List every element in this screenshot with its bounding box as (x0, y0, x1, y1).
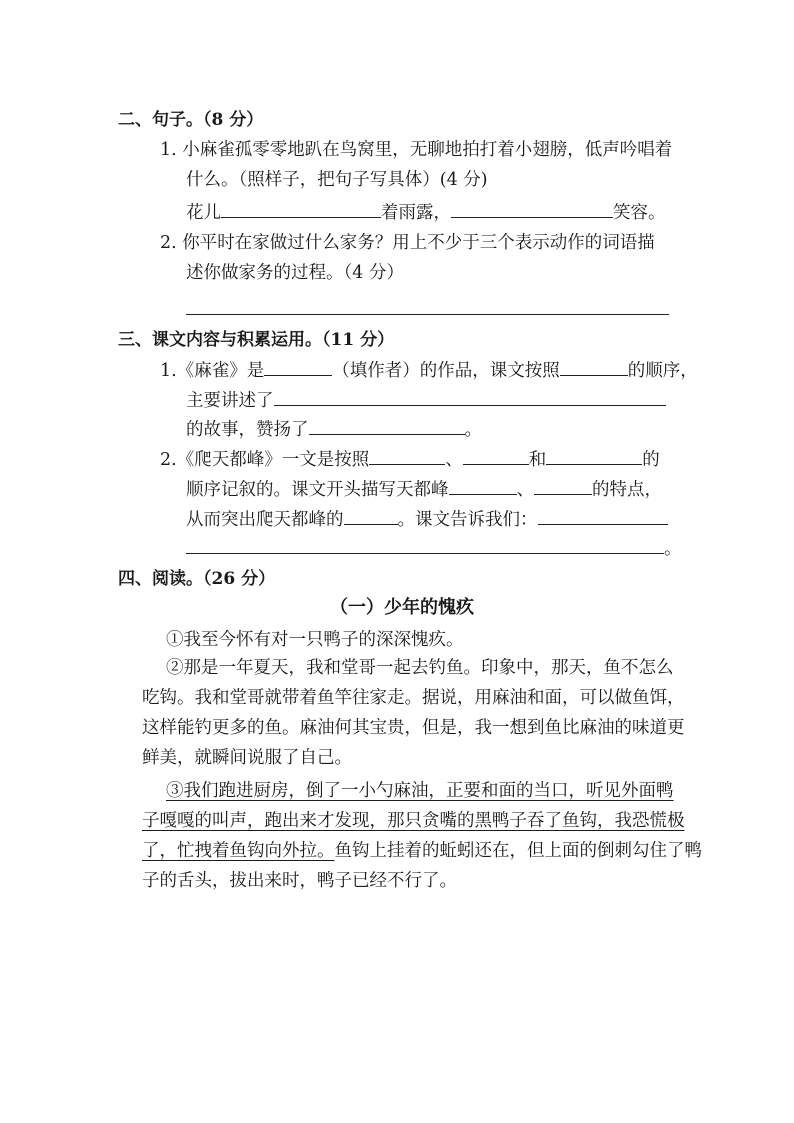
text: 的故事，赞扬了 (186, 420, 309, 440)
paragraph-3-line-4: 子的舌头，拔出来时，鸭子已经不行了。 (142, 871, 457, 891)
paragraph-3-line-1-underlined: ③我们跑进厨房，倒了一小勺麻油，正要和面的当口，听见外面鸭 (166, 781, 674, 801)
text: 从而突出爬天都峰的 (186, 510, 344, 530)
section-3-heading: 三、课文内容与积累运用。（11 分） (118, 330, 395, 350)
text: 的特点， (592, 480, 662, 500)
text: 。 (664, 539, 682, 559)
question-3-2-line-4 (186, 535, 682, 562)
answer-line[interactable] (186, 314, 669, 315)
text: （填作者）的作品，课文按照 (332, 361, 560, 381)
question-3-2-line-3 (186, 506, 668, 533)
author-blank[interactable] (264, 357, 332, 376)
paragraph-2-line-3: 这样能钓更多的鱼。麻油何其宝贵，但是，我一想到鱼比麻油的味道更 (142, 718, 685, 738)
section-4-heading: 四、阅读。（26 分） (118, 569, 276, 589)
question-2-1-answer-line (186, 199, 666, 226)
order-blank-2[interactable] (463, 446, 529, 465)
text: 1.《麻雀》是 (160, 361, 265, 381)
text: 2.《爬天都峰》一文是按照 (160, 450, 370, 470)
section-2-heading: 二、句子。（8 分） (118, 110, 264, 130)
text: 。课文告诉我们： (397, 510, 538, 530)
paragraph-2-line-4: 鲜美，就瞬间说服了自己。 (142, 748, 352, 768)
paragraph-3-line-2-underlined: 子嘎嘎的叫声，跑出来才发现，那只贪嘴的黑鸭子吞了鱼钩，我恐慌极 (142, 811, 685, 831)
order-blank-1[interactable] (369, 446, 445, 465)
lesson-blank[interactable] (538, 506, 668, 525)
order-blank-3[interactable] (546, 446, 642, 465)
lesson-blank-continued[interactable] (186, 535, 664, 554)
paragraph-3-line-3 (142, 838, 702, 864)
answer-prefix-text: 花儿 (186, 203, 221, 223)
text: 主要讲述了 (186, 391, 274, 411)
answer-blank-1[interactable] (221, 199, 381, 218)
text: 的 (642, 450, 660, 470)
text: 、 (516, 480, 534, 500)
text: 的顺序， (627, 361, 698, 381)
feature-blank-1[interactable] (449, 476, 517, 495)
question-2-2-line-2: 述你做家务的过程。（4 分） (186, 263, 404, 283)
story-blank[interactable] (274, 387, 666, 406)
paragraph-2-line-1: ②那是一年夏天，我和堂哥一起去钓鱼。印象中，那天，鱼不怎么 (166, 658, 674, 678)
passage-title: （一）少年的愧疚 (330, 597, 474, 618)
feature-blank-2[interactable] (534, 476, 592, 495)
underlined-phrase: 了，忙拽着鱼钩向外拉。 (142, 841, 335, 861)
question-3-2-line-2 (186, 476, 662, 503)
question-2-1-line-2: 什么。（照样子，把句子写具体）(4 分) (186, 170, 488, 190)
paragraph-2-line-2: 吃钩。我和堂哥就带着鱼竿往家走。据说，用麻油和面，可以做鱼饵， (142, 688, 685, 708)
text: 鱼钩上挂着的蚯蚓还在，但上面的倒刺勾住了鸭 (334, 841, 702, 861)
praise-blank[interactable] (309, 416, 465, 435)
order-blank[interactable] (560, 357, 628, 376)
question-3-2-line-1 (160, 446, 660, 473)
text: 顺序记叙的。课文开头描写天都峰 (186, 480, 449, 500)
answer-suffix-text: 笑容。 (613, 203, 666, 223)
text: 和 (528, 450, 547, 470)
question-2-2-line-1: 2. 你平时在家做过什么家务？用上不少于三个表示动作的词语描 (160, 233, 655, 253)
text: 、 (445, 450, 463, 470)
answer-blank-2[interactable] (451, 199, 613, 218)
question-2-1-line-1: 1. 小麻雀孤零零地趴在鸟窝里，无聊地拍打着小翅膀，低声吟唱着 (160, 140, 673, 160)
answer-middle-text: 着雨露， (381, 203, 451, 223)
highlight-blank[interactable] (344, 506, 398, 525)
paragraph-1: ①我至今怀有对一只鸭子的深深愧疚。 (166, 630, 464, 650)
question-3-1-line-3 (186, 416, 482, 443)
question-3-1-line-1 (160, 357, 698, 384)
question-3-1-line-2 (186, 387, 666, 414)
text: 。 (464, 420, 482, 440)
